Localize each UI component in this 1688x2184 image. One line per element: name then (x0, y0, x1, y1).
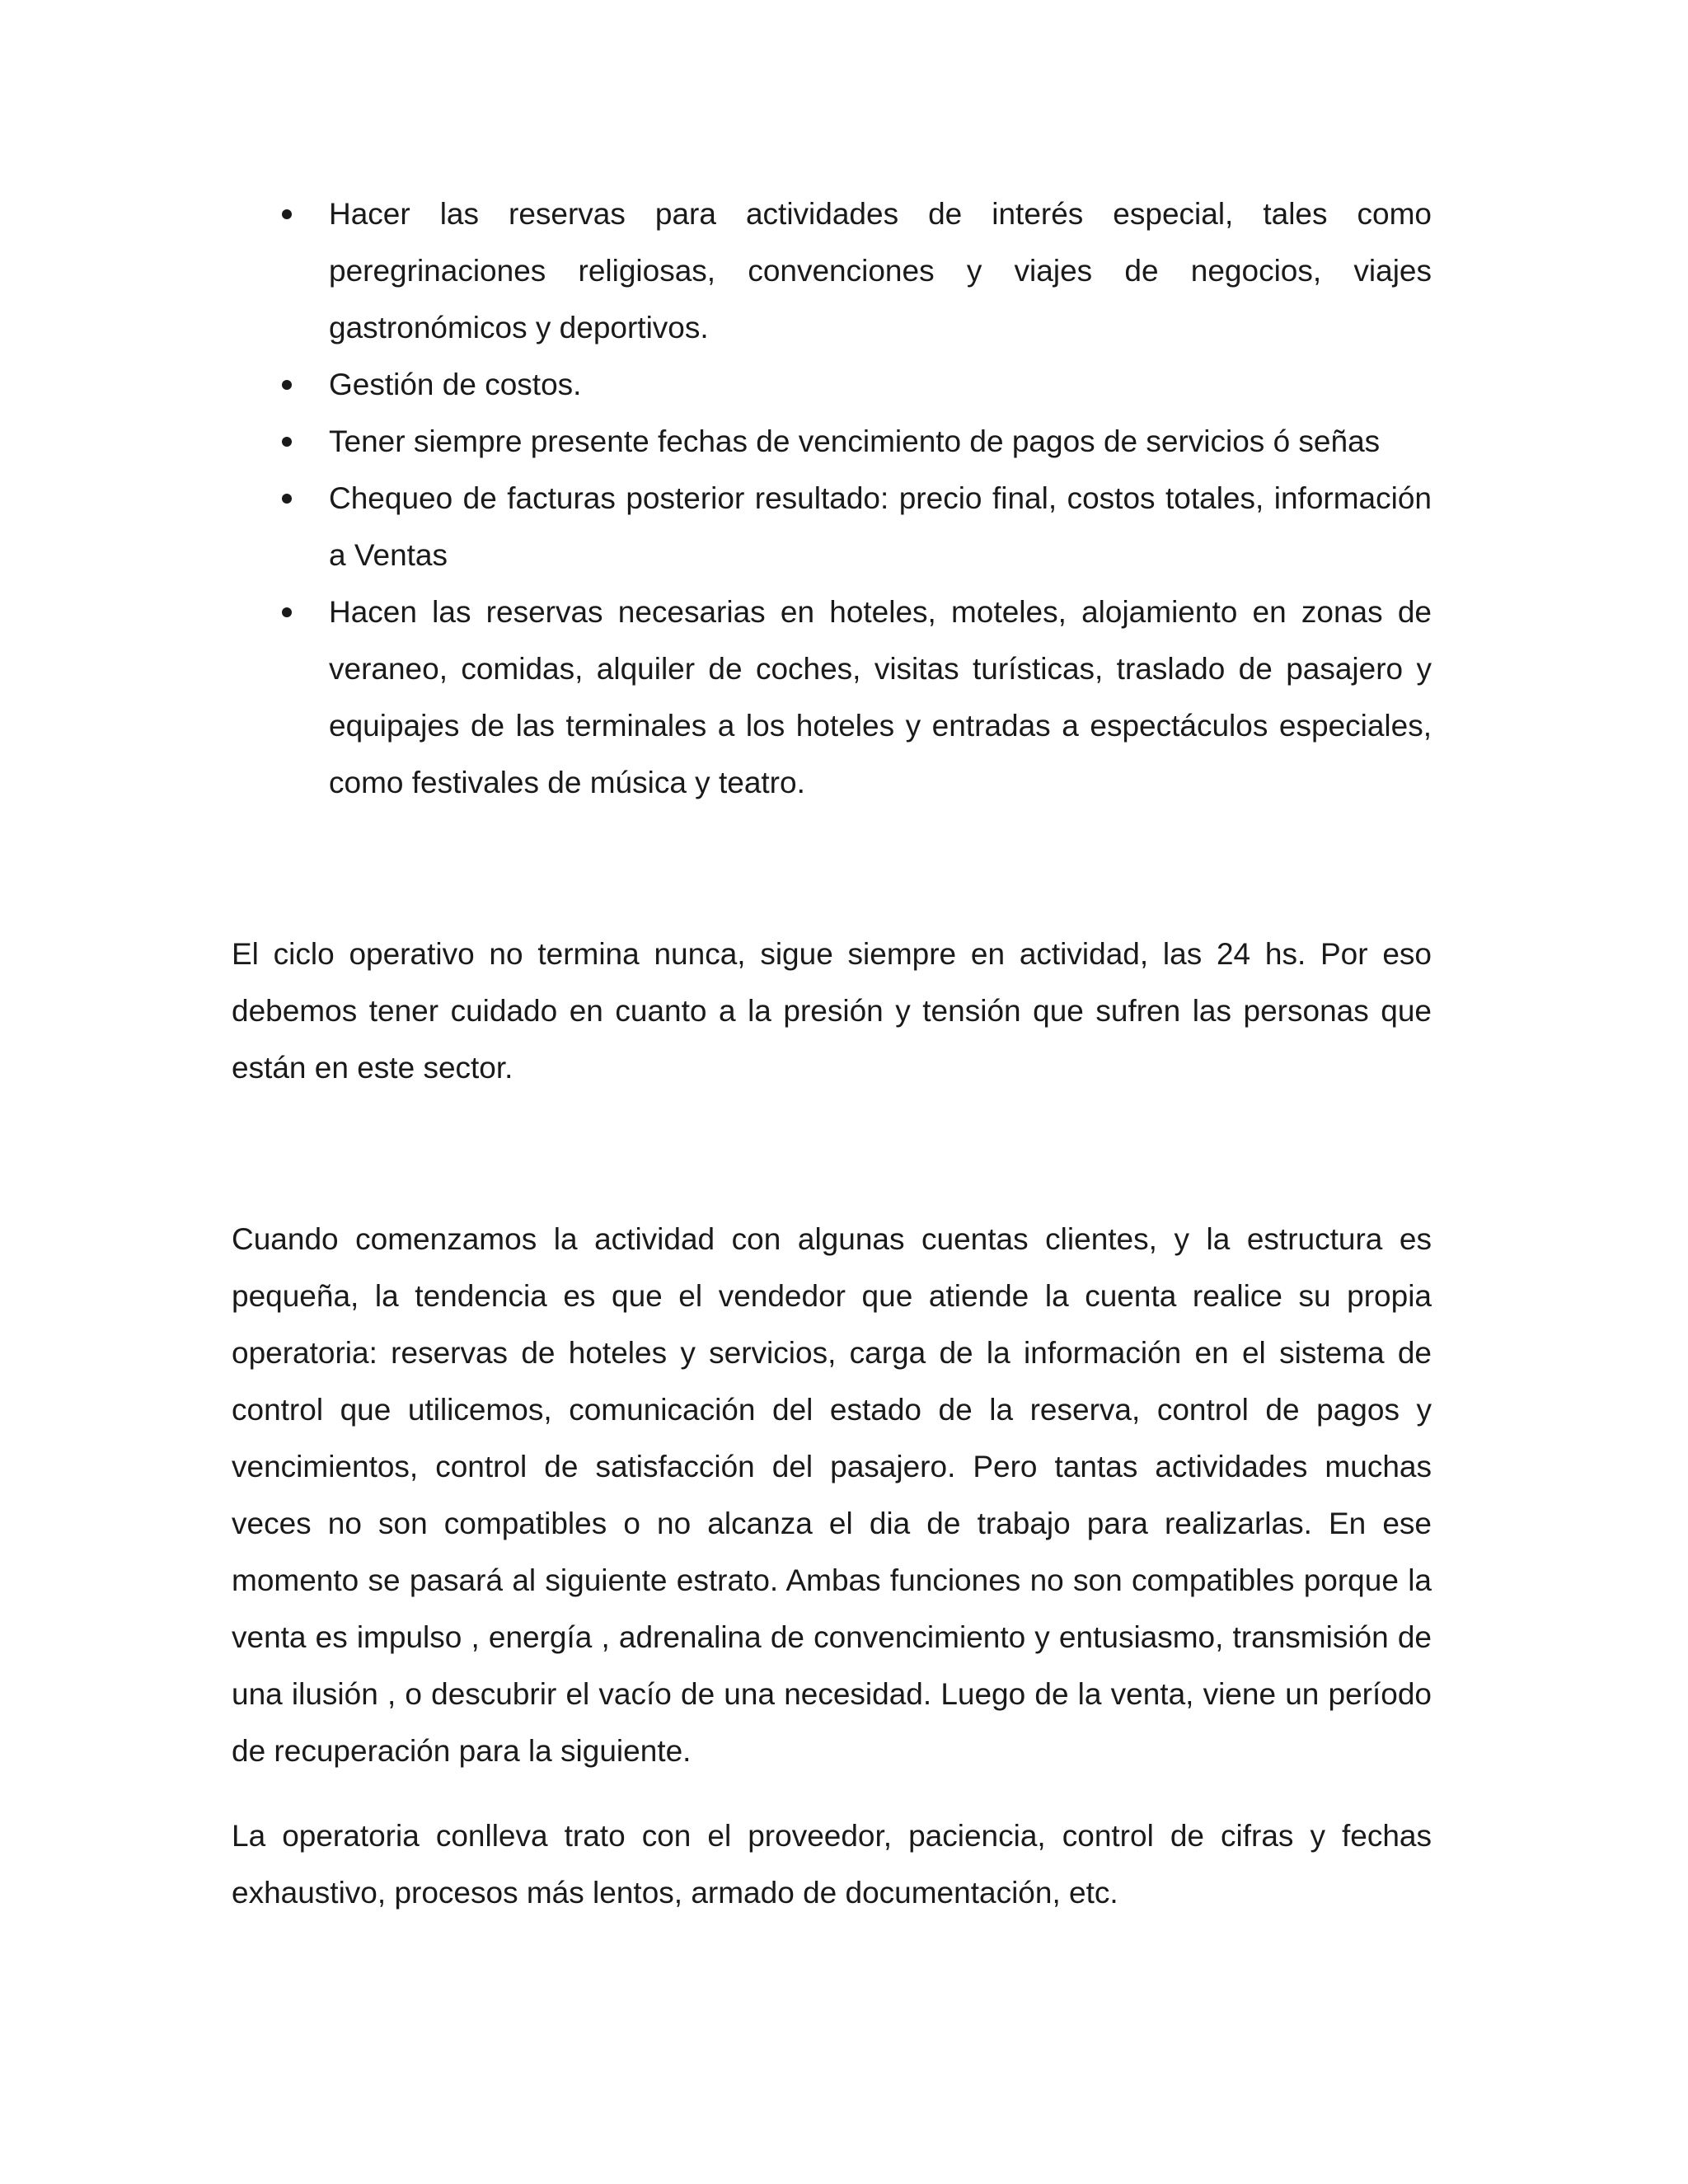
bullet-text: Gestión de costos. (329, 368, 582, 401)
bullet-item (232, 413, 1432, 470)
bullet-list (232, 185, 1432, 811)
bullet-icon (282, 607, 292, 617)
page-content (232, 185, 1432, 1921)
paragraph-cuando-comenzamos: Cuando comenzamos la actividad con algunas cuentas clientes, y la estructura es pequeña, la tendencia es que el vendedor que atiende la cuenta realice su propia operatoria: reservas de hoteles y servicios, carga de la información en el sistema de control que utilicemos, comunicación del estado de la reserva, control de pagos y vencimientos, control de satisfacción del pasajero. Pero tantas actividades muchas veces no son compatibles o no alcanza el dia de trabajo para realizarlas. En ese momento se pasará al siguiente estrato. Ambas funciones no son compatibles porque la venta es impulso , energía , adrenalina de convencimiento y entusiasmo, transmisión de una ilusión , o descubrir el vacío de una necesidad. Luego de la venta, viene un período de recuperación para la siguiente. (232, 1222, 1432, 1768)
bullet-item (232, 185, 1432, 356)
bullet-icon (282, 209, 292, 219)
paragraph-ciclo-operativo: El ciclo operativo no termina nunca, sigue siempre en actividad, las 24 hs. Por eso debemos tener cuidado en cuanto a la presión y tensión que sufren las personas que están en este sector. (232, 937, 1432, 1085)
bullet-item (232, 470, 1432, 583)
bullet-text: Hacen las reservas necesarias en hoteles, moteles, alojamiento en zonas de veraneo, comidas, alquiler de coches, visitas turísticas, traslado de pasajero y equipajes de las terminales a los hoteles y entradas a espectáculos especiales, como festivales de música y teatro. (329, 595, 1432, 799)
bullet-text: Chequeo de facturas posterior resultado: precio final, costos totales, información a Ventas (329, 481, 1432, 572)
bullet-item (232, 356, 1432, 413)
bullet-icon (282, 437, 292, 447)
bullet-item (232, 583, 1432, 811)
paragraph-operatoria: La operatoria conlleva trato con el proveedor, paciencia, control de cifras y fechas exhaustivo, procesos más lentos, armado de documentación, etc. (232, 1819, 1432, 1910)
bullet-icon (282, 380, 292, 390)
bullet-text: Tener siempre presente fechas de vencimiento de pagos de servicios ó señas (329, 424, 1381, 458)
bullet-icon (282, 494, 292, 504)
bullet-text: Hacer las reservas para actividades de interés especial, tales como peregrinaciones religiosas, convenciones y viajes de negocios, viajes gastronómicos y deportivos. (329, 197, 1432, 344)
